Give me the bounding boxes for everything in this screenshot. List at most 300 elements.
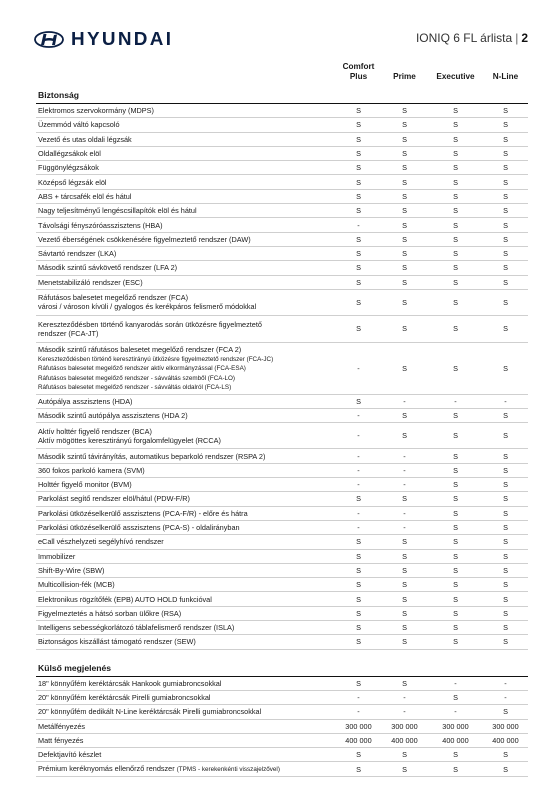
feature-name: Második szintű sávkövető rendszer (LFA 2) (38, 263, 178, 273)
value-cell: S (381, 635, 428, 649)
table-row (36, 762, 528, 776)
table-row (36, 676, 528, 690)
column-header-n-line: N-Line (492, 72, 519, 81)
feature-cell (36, 748, 336, 762)
value-cell: S (483, 423, 528, 449)
value-cell: S (428, 289, 483, 315)
value-cell: - (428, 705, 483, 719)
value-cell: S (483, 635, 528, 649)
value-cell: - (336, 218, 381, 232)
value-cell: S (428, 175, 483, 189)
table-row (36, 146, 528, 160)
value-cell: S (483, 492, 528, 506)
page-number: 2 (521, 31, 528, 45)
value-cell: S (428, 232, 483, 246)
value-cell: S (483, 132, 528, 146)
value-cell: S (336, 621, 381, 635)
table-row (36, 315, 528, 342)
value-cell: S (428, 132, 483, 146)
value-cell: S (428, 478, 483, 492)
value-cell: S (381, 342, 428, 394)
value-cell: 300 000 (483, 719, 528, 733)
value-cell: 300 000 (336, 719, 381, 733)
feature-cell (36, 232, 336, 246)
value-cell: S (428, 409, 483, 423)
value-cell: - (336, 423, 381, 449)
table-row (36, 118, 528, 132)
value-cell: S (483, 189, 528, 203)
table-row (36, 563, 528, 577)
value-cell: - (336, 342, 381, 394)
value-cell: S (428, 606, 483, 620)
value-cell: S (428, 449, 483, 463)
value-cell: S (336, 748, 381, 762)
value-cell: - (381, 690, 428, 704)
value-cell: S (428, 506, 483, 520)
feature-name: 360 fokos parkoló kamera (SVM) (38, 465, 145, 475)
doc-title-text: IONIQ 6 FL árlista (415, 31, 513, 45)
value-cell: 400 000 (381, 733, 428, 747)
feature-name: Középső légzsák elöl (38, 177, 107, 187)
table-row (36, 520, 528, 534)
feature-name: Metálfényezés (38, 721, 86, 731)
value-cell: - (336, 520, 381, 534)
value-cell: S (483, 506, 528, 520)
value-cell: S (428, 492, 483, 506)
value-cell: S (483, 104, 528, 118)
table-row (36, 690, 528, 704)
table-row (36, 592, 528, 606)
value-cell: S (381, 423, 428, 449)
value-cell: - (336, 690, 381, 704)
value-cell: S (381, 549, 428, 563)
value-cell: S (381, 104, 428, 118)
value-cell: - (428, 676, 483, 690)
value-cell: S (483, 161, 528, 175)
feature-name: Shift-By-Wire (SBW) (38, 565, 105, 575)
table-row (36, 478, 528, 492)
value-cell: S (381, 606, 428, 620)
value-cell: S (336, 492, 381, 506)
value-cell: S (381, 132, 428, 146)
value-cell: S (381, 232, 428, 246)
feature-name: Immobilizer (38, 551, 76, 561)
value-cell: S (428, 146, 483, 160)
value-cell: S (336, 635, 381, 649)
column-header-comfort-plus: Comfort Plus (342, 62, 375, 81)
feature-cell (36, 719, 336, 733)
table-row (36, 635, 528, 649)
feature-cell (36, 563, 336, 577)
hyundai-logo-icon (34, 31, 64, 48)
value-cell: - (336, 506, 381, 520)
table-row (36, 161, 528, 175)
value-cell: S (483, 463, 528, 477)
value-cell: S (336, 132, 381, 146)
value-cell: S (336, 549, 381, 563)
value-cell: 400 000 (428, 733, 483, 747)
feature-cell (36, 733, 336, 747)
feature-name: Távolsági fényszóróasszisztens (HBA) (38, 220, 163, 230)
feature-cell (36, 204, 336, 218)
value-cell: S (428, 563, 483, 577)
feature-name: Biztonságos kiszállást támogató rendszer (SEW) (38, 637, 196, 647)
feature-cell (36, 549, 336, 563)
value-cell: S (428, 520, 483, 534)
value-cell: - (336, 705, 381, 719)
value-cell: 300 000 (381, 719, 428, 733)
value-cell: S (428, 463, 483, 477)
feature-name: Defektjavító készlet (38, 750, 102, 760)
feature-cell (36, 289, 336, 315)
feature-cell (36, 478, 336, 492)
value-cell: S (428, 189, 483, 203)
feature-cell (36, 118, 336, 132)
value-cell: S (428, 161, 483, 175)
value-cell: S (428, 315, 483, 342)
feature-name: Parkolást segítő rendszer elöl/hátul (PDW-F/R) (38, 494, 190, 504)
value-cell: S (381, 146, 428, 160)
title-separator: | (515, 31, 519, 45)
value-cell: S (381, 118, 428, 132)
feature-cell (36, 409, 336, 423)
value-cell: S (483, 232, 528, 246)
value-cell: S (483, 621, 528, 635)
value-cell: S (381, 218, 428, 232)
feature-name: Függönylégzsákok (38, 163, 99, 173)
feature-name: Üzemmód váltó kapcsoló (38, 120, 120, 130)
feature-name: Második szintű autópálya asszisztens (HDA 2) (38, 411, 188, 421)
value-cell: S (336, 578, 381, 592)
value-cell: S (336, 232, 381, 246)
feature-name: Multicollision-fék (MCB) (38, 580, 115, 590)
feature-column-header (36, 62, 336, 86)
feature-cell (36, 275, 336, 289)
value-cell: - (483, 394, 528, 408)
feature-cell (36, 132, 336, 146)
feature-name: Autópálya asszisztens (HDA) (38, 397, 133, 406)
value-cell: S (483, 118, 528, 132)
value-cell: - (381, 506, 428, 520)
value-cell: S (336, 118, 381, 132)
feature-name: 20" könnyűfém dedikált N-Line keréktárcsák Pirelli gumiabroncsokkal (38, 707, 262, 717)
section-header (36, 659, 528, 677)
value-cell: S (336, 606, 381, 620)
value-cell: S (336, 535, 381, 549)
feature-cell (36, 520, 336, 534)
value-cell: S (381, 621, 428, 635)
table-row (36, 409, 528, 423)
value-cell: S (428, 549, 483, 563)
value-cell: - (381, 449, 428, 463)
value-cell: S (428, 104, 483, 118)
feature-name: Menetstabilizáló rendszer (ESC) (38, 277, 143, 287)
value-cell: - (483, 690, 528, 704)
value-cell: - (381, 478, 428, 492)
table-row (36, 246, 528, 260)
table-row (36, 218, 528, 232)
value-cell: S (483, 578, 528, 592)
feature-cell (36, 146, 336, 160)
value-cell: S (483, 246, 528, 260)
feature-name: Második szintű ráfutásos balesetet megelőző rendszer (FCA 2) (38, 344, 242, 354)
table-row (36, 204, 528, 218)
feature-name: Parkolási ütközéselkerülő asszisztens (PCA-S) - oldalirányban (38, 523, 240, 533)
value-cell: S (381, 563, 428, 577)
value-cell: S (336, 246, 381, 260)
table-row (36, 621, 528, 635)
brand-wordmark: HYUNDAI (71, 28, 174, 49)
feature-name: Matt fényezés (38, 735, 84, 745)
feature-name: Sávtartó rendszer (LKA) (38, 249, 117, 259)
feature-cell (36, 762, 336, 776)
value-cell: S (336, 146, 381, 160)
value-cell: S (336, 563, 381, 577)
value-cell: - (483, 676, 528, 690)
value-cell: S (483, 563, 528, 577)
value-cell: S (483, 549, 528, 563)
value-cell: - (336, 449, 381, 463)
table-row (36, 535, 528, 549)
section-header (36, 86, 528, 104)
feature-name: Holttér figyelő monitor (BVM) (38, 480, 132, 490)
value-cell: S (428, 246, 483, 260)
feature-name: Aktív holttér figyelő rendszer (BCA) (38, 426, 152, 436)
value-cell: 300 000 (428, 719, 483, 733)
table-row (36, 261, 528, 275)
value-cell: S (483, 535, 528, 549)
value-cell: S (428, 592, 483, 606)
feature-name: eCall vészhelyzeti segélyhívó rendszer (38, 537, 164, 547)
value-cell: S (483, 762, 528, 776)
value-cell: S (428, 578, 483, 592)
value-cell: S (428, 118, 483, 132)
value-cell: S (428, 342, 483, 394)
table-body (36, 86, 528, 776)
table-row (36, 492, 528, 506)
table-row (36, 394, 528, 408)
table-row (36, 463, 528, 477)
feature-cell (36, 189, 336, 203)
feature-cell (36, 423, 336, 449)
value-cell: - (336, 463, 381, 477)
value-cell: - (381, 520, 428, 534)
feature-name: Figyelmeztetés a hátsó sorban ülőkre (RSA) (38, 608, 182, 618)
value-cell: - (336, 409, 381, 423)
feature-cell (36, 104, 336, 118)
value-cell: 400 000 (483, 733, 528, 747)
feature-name: Intelligens sebességkorlátozó táblafelismerő rendszer (ISLA) (38, 623, 235, 633)
value-cell: S (336, 161, 381, 175)
feature-cell (36, 175, 336, 189)
value-cell: S (336, 592, 381, 606)
table-row (36, 275, 528, 289)
table-row (36, 719, 528, 733)
value-cell: S (336, 762, 381, 776)
value-cell: S (336, 394, 381, 408)
feature-cell (36, 218, 336, 232)
section-gap (36, 649, 528, 659)
feature-subline: rendszer (FCA-JT) (38, 328, 99, 338)
value-cell: S (483, 449, 528, 463)
value-cell: - (381, 463, 428, 477)
column-header-executive: Executive (436, 72, 475, 81)
value-cell: S (428, 261, 483, 275)
value-cell: S (336, 189, 381, 203)
table-row (36, 506, 528, 520)
feature-name: Elektronikus rögzítőfék (EPB) AUTO HOLD funkcióval (38, 594, 212, 604)
table-row (36, 449, 528, 463)
feature-cell (36, 535, 336, 549)
value-cell: S (381, 578, 428, 592)
feature-name: ABS + tárcsafék elöl és hátul (38, 191, 132, 201)
table-row (36, 748, 528, 762)
feature-cell (36, 578, 336, 592)
value-cell: S (483, 218, 528, 232)
table-header-row (36, 62, 528, 86)
feature-name: Parkolási ütközéselkerülő asszisztens (PCA-F/R) - előre és hátra (38, 508, 248, 518)
value-cell: S (336, 289, 381, 315)
value-cell: S (483, 592, 528, 606)
feature-name: Vezető és utas oldali légzsák (38, 134, 132, 144)
value-cell: S (428, 275, 483, 289)
value-cell: S (381, 315, 428, 342)
feature-cell (36, 261, 336, 275)
value-cell: S (483, 705, 528, 719)
value-cell: S (381, 592, 428, 606)
table-row (36, 104, 528, 118)
value-cell: S (336, 676, 381, 690)
table-row (36, 342, 528, 394)
value-cell: S (483, 606, 528, 620)
value-cell: S (428, 204, 483, 218)
value-cell: S (483, 409, 528, 423)
value-cell: - (381, 705, 428, 719)
feature-cell (36, 506, 336, 520)
value-cell: S (381, 748, 428, 762)
section-title: Biztonság (36, 86, 528, 104)
value-cell: S (428, 621, 483, 635)
table-row (36, 232, 528, 246)
feature-cell (36, 449, 336, 463)
feature-cell (36, 592, 336, 606)
value-cell: S (381, 535, 428, 549)
feature-name: 18" könnyűfém keréktárcsák Hankook gumiabroncsokkal (38, 678, 222, 688)
value-cell: S (381, 204, 428, 218)
feature-name: Nagy teljesítményű lengéscsillapítók elöl és hátul (38, 206, 197, 216)
value-cell: S (483, 175, 528, 189)
value-cell: S (483, 342, 528, 394)
value-cell: S (381, 161, 428, 175)
value-cell: S (381, 409, 428, 423)
feature-subline: Aktív mögöttes keresztirányú forgalomfelügyelet (RCCA) (38, 435, 221, 445)
table-row (36, 705, 528, 719)
feature-subline: (TPMS - kerekenkénti visszajelzővel) (176, 766, 280, 774)
value-cell: S (428, 748, 483, 762)
column-header-prime: Prime (393, 72, 416, 81)
feature-name: Elektromos szervokormány (MDPS) (38, 106, 154, 116)
feature-cell (36, 621, 336, 635)
value-cell: S (336, 275, 381, 289)
value-cell: S (381, 492, 428, 506)
value-cell: 400 000 (336, 733, 381, 747)
price-list-table (36, 62, 528, 777)
value-cell: S (428, 218, 483, 232)
value-cell: S (428, 690, 483, 704)
value-cell: - (428, 394, 483, 408)
feature-name: Oldallégzsákok elöl (38, 149, 101, 159)
value-cell: - (381, 394, 428, 408)
feature-subline: Ráfutásos balesetet megelőző rendszer - sávváltás oldalról (FCA-LS) (38, 384, 232, 392)
value-cell: S (483, 261, 528, 275)
feature-name: Második szintű távirányítás, automatikus beparkoló rendszer (RSPA 2) (38, 451, 266, 461)
feature-name: Prémium keréknyomás ellenőrző rendszer (38, 764, 175, 774)
feature-name: Vezető éberségének csökkenésére figyelmeztető rendszer (DAW) (38, 234, 251, 244)
table-row (36, 606, 528, 620)
table-row (36, 189, 528, 203)
feature-name: Ráfutásos balesetet megelőző rendszer (FCA) (38, 293, 189, 303)
value-cell: S (483, 748, 528, 762)
table-row (36, 423, 528, 449)
feature-cell (36, 394, 336, 408)
value-cell: S (336, 175, 381, 189)
value-cell: S (381, 175, 428, 189)
page-header (34, 26, 528, 54)
feature-subline: városi / városon kívüli / gyalogos és kerékpáros felismerő módokkal (38, 302, 257, 312)
value-cell: S (336, 204, 381, 218)
value-cell: S (483, 275, 528, 289)
feature-name: Kereszteződésben történő kanyarodás során ütközésre figyelmeztető (38, 319, 262, 329)
value-cell: S (336, 315, 381, 342)
feature-cell (36, 635, 336, 649)
feature-subline: Kereszteződésben történő keresztirányú ütközésre figyelmeztető rendszer (FCA-JC) (38, 355, 274, 363)
brand-logo (34, 26, 174, 52)
value-cell: - (336, 478, 381, 492)
value-cell: S (483, 520, 528, 534)
feature-cell (36, 690, 336, 704)
table-row (36, 175, 528, 189)
feature-cell (36, 492, 336, 506)
value-cell: S (381, 261, 428, 275)
value-cell: S (428, 423, 483, 449)
feature-subline: Ráfutásos balesetet megelőző rendszer - sávváltás szemből (FCA-LO) (38, 374, 236, 382)
table-row (36, 733, 528, 747)
value-cell: S (381, 189, 428, 203)
feature-cell (36, 705, 336, 719)
table-row (36, 132, 528, 146)
value-cell: S (381, 275, 428, 289)
value-cell: S (483, 478, 528, 492)
value-cell: S (381, 246, 428, 260)
value-cell: S (483, 146, 528, 160)
table-row (36, 578, 528, 592)
table-row (36, 289, 528, 315)
feature-cell (36, 342, 336, 394)
feature-cell (36, 161, 336, 175)
feature-cell (36, 463, 336, 477)
feature-name: 20" könnyűfém keréktárcsák Pirelli gumiabroncsokkal (38, 693, 211, 703)
value-cell: S (428, 535, 483, 549)
value-cell: S (336, 261, 381, 275)
feature-cell (36, 676, 336, 690)
value-cell: S (336, 104, 381, 118)
value-cell: S (381, 676, 428, 690)
feature-cell (36, 606, 336, 620)
value-cell: S (483, 315, 528, 342)
value-cell: S (428, 762, 483, 776)
value-cell: S (483, 289, 528, 315)
section-title: Külső megjelenés (36, 659, 528, 677)
